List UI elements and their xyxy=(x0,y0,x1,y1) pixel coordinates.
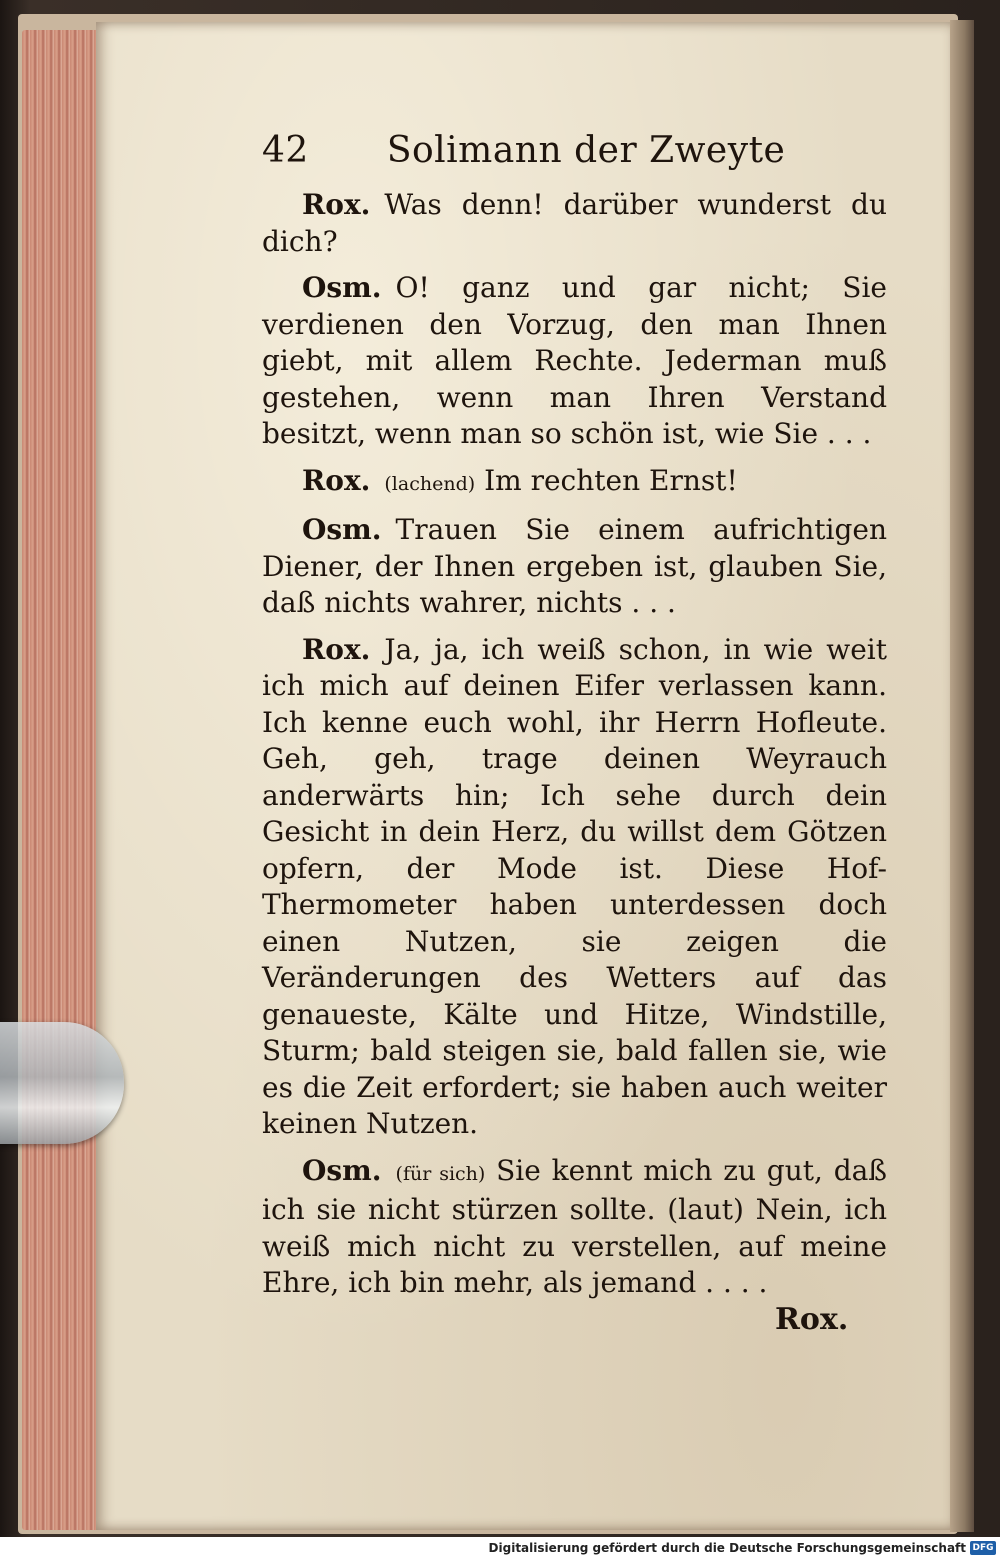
speaker-name: Osm. xyxy=(302,513,382,546)
page-number: 42 xyxy=(262,130,309,171)
dialogue-paragraph xyxy=(262,270,887,453)
stage-direction: (für sich) xyxy=(395,1162,486,1185)
page-right-edge xyxy=(950,20,974,1532)
speaker-name: Rox. xyxy=(302,632,371,666)
dialogue-paragraph xyxy=(262,463,887,503)
dialogue-text: Was denn! darüber wunderst du dich? xyxy=(262,188,887,258)
speaker-name: Osm. xyxy=(302,1153,382,1187)
dialogue-paragraph xyxy=(262,187,887,260)
funding-credit: Digitalisierung gefördert durch die Deutsche Forschungsgemeinschaft xyxy=(488,1541,966,1555)
dialogue-text: O! ganz und gar nicht; Sie verdienen den Vorzug, den man Ihnen giebt, mit allem Rechte. Jederman muß gestehen, wenn man Ihren Verstand besitzt, wenn man so schön ist, wie Sie . . . xyxy=(262,271,887,450)
dialogue-paragraph xyxy=(262,1153,887,1302)
dialogue-paragraph xyxy=(262,632,887,1143)
dialogue-text: Im rechten Ernst! xyxy=(484,463,738,497)
dfg-logo: DFG xyxy=(970,1541,996,1555)
page-clip xyxy=(0,1022,124,1144)
page-text xyxy=(262,130,887,1312)
digitization-footer xyxy=(0,1537,1000,1559)
catchword: Rox. xyxy=(775,1302,849,1337)
speaker-name: Rox. xyxy=(302,188,371,221)
dialogue-text: Trauen Sie einem aufrichtigen Diener, der Ihnen ergeben ist, glauben Sie, daß nichts wahrer, nichts . . . xyxy=(262,513,887,619)
running-header xyxy=(262,130,887,171)
dialogue-paragraph xyxy=(262,512,887,622)
speaker-name: Osm. xyxy=(302,271,382,304)
red-page-edges xyxy=(22,30,102,1530)
dialogue-text: Ja, ja, ich weiß schon, in wie weit ich mich auf deinen Eifer verlassen kann. Ich kenne euch wohl, ihr Herrn Hofleute. Geh, geh, trage deinen Weyrauch anderwärts hin; Ich sehe durch dein Gesicht in dein Herz, du willst dem Götzen opfern, der Mode ist. Diese Hof-Thermometer haben unterdessen doch einen Nutzen, sie zeigen die Veränderungen des Wetters auf das genaueste, Kälte und Hitze, Windstille, Sturm; bald steigen sie, bald fallen sie, wie es die Zeit erfordert; sie haben auch weiter keinen Nutzen. xyxy=(262,632,887,1140)
speaker-name: Rox. xyxy=(302,463,371,497)
stage-direction: (lachend) xyxy=(384,472,476,495)
running-title: Solimann der Zweyte xyxy=(386,130,786,171)
dialogue-text: Sie kennt mich zu gut, daß ich sie nicht stürzen sollte. (laut) Nein, ich weiß mich nicht zu verstellen, auf meine Ehre, ich bin mehr, als jemand . . . . xyxy=(262,1153,888,1299)
